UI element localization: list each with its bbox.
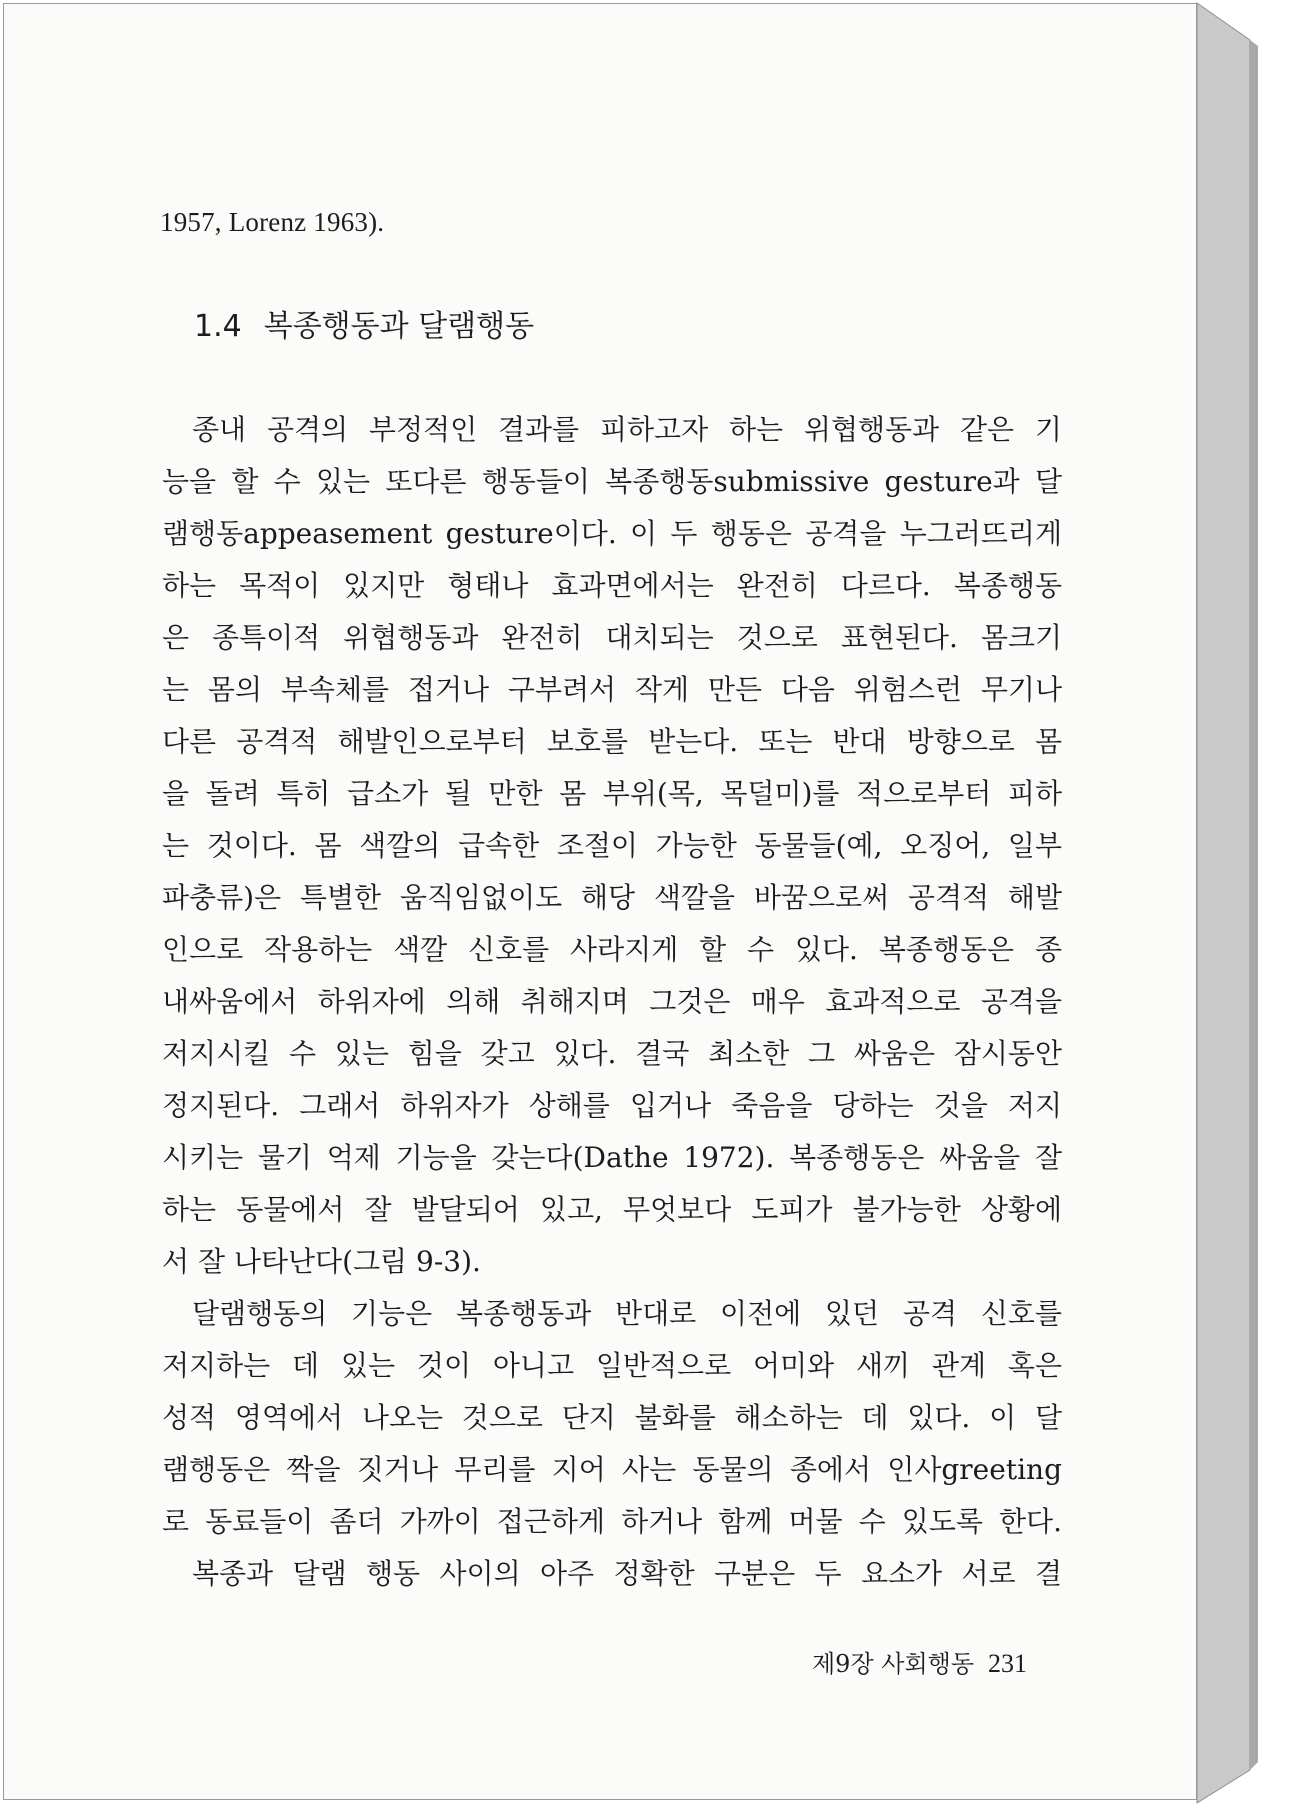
text-line: 서 잘 나타난다(그림 9-3). bbox=[162, 1245, 481, 1278]
section-number: 1.4 bbox=[194, 309, 242, 344]
text-line: 하는 동물에서 잘 발달되어 있고, 무엇보다 도피가 불가능한 상황에 bbox=[162, 1193, 1062, 1226]
book-page bbox=[3, 3, 1197, 1800]
text-line: 하는 목적이 있지만 형태나 효과면에서는 완전히 다르다. 복종행동 bbox=[162, 569, 1062, 602]
text-line: 인으로 작용하는 색깔 신호를 사라지게 할 수 있다. 복종행동은 종 bbox=[162, 933, 1062, 966]
text-line: 능을 할 수 있는 또다른 행동들이 복종행동submissive gesture과 달 bbox=[162, 465, 1062, 498]
text-line: 달램행동의 기능은 복종행동과 반대로 이전에 있던 공격 신호를 bbox=[192, 1297, 1062, 1330]
page-footer bbox=[812, 1644, 1027, 1679]
text-line: 램행동appeasement gesture이다. 이 두 행동은 공격을 누그러뜨리게 bbox=[162, 517, 1062, 550]
text-line: 는 몸의 부속체를 접거나 구부려서 작게 만든 다음 위험스런 무기나 bbox=[162, 673, 1062, 706]
text-line: 종내 공격의 부정적인 결과를 피하고자 하는 위협행동과 같은 기 bbox=[192, 413, 1062, 446]
section-title: 복종행동과 달램행동 bbox=[263, 309, 535, 344]
page-number: 231 bbox=[988, 1649, 1028, 1678]
text-line: 시키는 물기 억제 기능을 갖는다(Dathe 1972). 복종행동은 싸움을 잘 bbox=[162, 1141, 1062, 1174]
text-line: 는 것이다. 몸 색깔의 급속한 조절이 가능한 동물들(예, 오징어, 일부 bbox=[162, 829, 1062, 862]
text-line: 파충류)은 특별한 움직임없이도 해당 색깔을 바꿈으로써 공격적 해발 bbox=[162, 881, 1062, 914]
text-line: 은 종특이적 위협행동과 완전히 대치되는 것으로 표현된다. 몸크기 bbox=[162, 621, 1062, 654]
text-line: 성적 영역에서 나오는 것으로 단지 불화를 해소하는 데 있다. 이 달 bbox=[162, 1401, 1062, 1434]
running-chapter-title: 제9장 사회행동 bbox=[812, 1650, 975, 1678]
text-line: 정지된다. 그래서 하위자가 상해를 입거나 죽음을 당하는 것을 저지 bbox=[162, 1089, 1062, 1122]
text-line: 복종과 달램 행동 사이의 아주 정확한 구분은 두 요소가 서로 결 bbox=[192, 1557, 1062, 1590]
text-line: 다른 공격적 해발인으로부터 보호를 받는다. 또는 반대 방향으로 몸 bbox=[162, 725, 1062, 758]
text-line: 저지하는 데 있는 것이 아니고 일반적으로 어미와 새끼 관계 혹은 bbox=[162, 1349, 1062, 1382]
text-line: 내싸움에서 하위자에 의해 취해지며 그것은 매우 효과적으로 공격을 bbox=[162, 985, 1062, 1018]
text-line: 을 돌려 특히 급소가 될 만한 몸 부위(목, 목덜미)를 적으로부터 피하 bbox=[162, 777, 1062, 810]
text-line: 램행동은 짝을 짓거나 무리를 지어 사는 동물의 종에서 인사greeting bbox=[162, 1453, 1062, 1486]
text-line: 로 동료들이 좀더 가까이 접근하게 하거나 함께 머물 수 있도록 한다. bbox=[162, 1505, 1062, 1538]
text-line: 저지시킬 수 있는 힘을 갖고 있다. 결국 최소한 그 싸움은 잠시동안 bbox=[162, 1037, 1062, 1070]
section-heading bbox=[194, 301, 534, 345]
reference-continuation: 1957, Lorenz 1963). bbox=[160, 207, 385, 237]
